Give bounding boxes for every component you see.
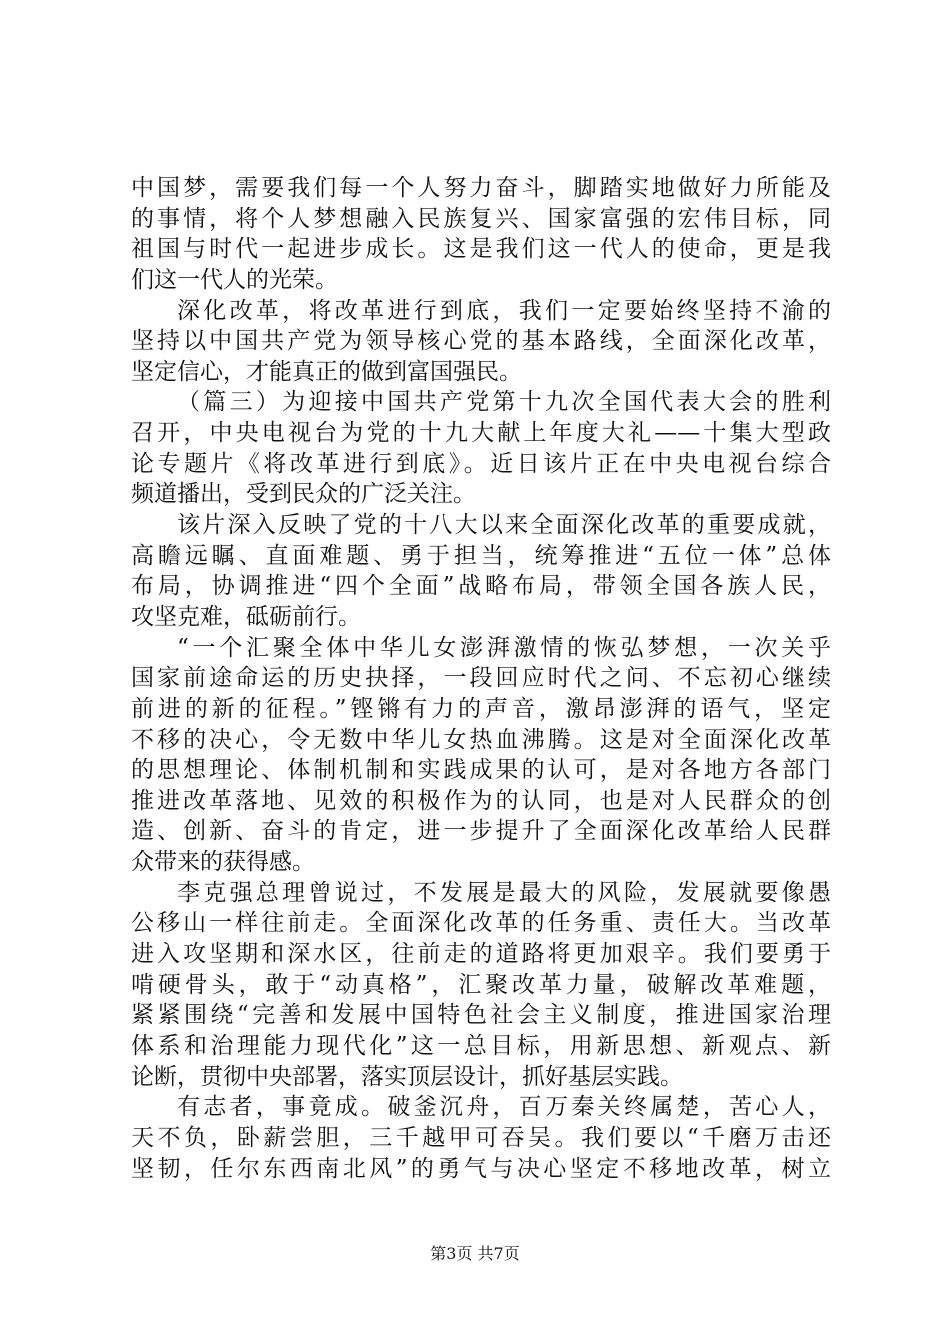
paragraph [131,510,831,633]
text-line: 中国梦，需要我们每一个人努力奋斗，脚踏实地做好力所能及 [131,175,831,201]
text-line: 论专题片《将改革进行到底》。近日该片正在中央电视台综合 [131,450,831,477]
text-line: 该片深入反映了党的十八大以来全面深化改革的重要成就， [177,512,831,539]
body-text [131,173,831,1184]
text-line: 李克强总理曾说过，不发展是最大的风险，发展就要像愚 [177,879,831,906]
text-line: 公移山一样往前走。全面深化改革的任务重、责任大。当改革 [131,910,831,937]
text-line: 论断，贯彻中央部署，落实顶层设计，抓好基层实践。 [131,1063,683,1090]
page-number: 第3页 共7页 [430,1244,520,1263]
text-line: 有志者，事竟成。破釜沉舟，百万秦关终属楚，苦心人， [177,1094,831,1121]
text-line: 坚定信心，才能真正的做到富国强民。 [131,358,522,385]
text-line: “一个汇聚全体中华儿女澎湃激情的恢弘梦想，一次关乎 [177,634,831,661]
text-line: 坚持以中国共产党为领导核心党的基本路线，全面深化改革， [131,328,831,355]
text-line: 众带来的获得感。 [131,849,315,876]
text-line: 推进改革落地、见效的积极作为的认同，也是对人民群众的创 [131,787,831,814]
text-line: 频道播出，受到民众的广泛关注。 [131,481,476,508]
text-line: 紧紧围绕“完善和发展中国特色社会主义制度，推进国家治理 [131,1002,831,1029]
paragraph [131,878,831,1092]
text-line: 坚韧，任尔东西南北风”的勇气与决心坚定不移地改革，树立 [131,1155,831,1182]
text-line: 召开，中央电视台为党的十九大献上年度大礼——十集大型政 [131,420,831,447]
text-line: 国家前途命运的历史抉择，一段回应时代之问、不忘初心继续 [131,665,831,692]
text-line: 高瞻远瞩、直面难题、勇于担当，统筹推进“五位一体”总体 [131,542,831,569]
text-line: 天不负，卧薪尝胆，三千越甲可吞吴。我们要以“千磨万击还 [131,1124,831,1151]
text-line: 攻坚克难，砥砺前行。 [131,603,361,630]
text-line: 布局，协调推进“四个全面”战略布局，带领全国各族人民， [131,573,831,600]
text-line: 的事情，将个人梦想融入民族复兴、国家富强的宏伟目标，同 [131,205,831,232]
paragraph [131,173,831,296]
paragraph [131,1092,831,1184]
text-line: 不移的决心，令无数中华儿女热血沸腾。这是对全面深化改革 [131,726,831,753]
text-line: 啃硬骨头，敢于“动真格”，汇聚改革力量，破解改革难题， [131,971,831,998]
text-line: 祖国与时代一起进步成长。这是我们这一代人的使命，更是我 [131,236,831,263]
paragraph [131,633,831,878]
text-line: 前进的新的征程。”铿锵有力的声音，激昂澎湃的语气，坚定 [131,695,831,722]
text-line: 体系和治理能力现代化”这一总目标，用新思想、新观点、新 [131,1032,831,1059]
text-line: 深化改革，将改革进行到底，我们一定要始终坚持不渝的 [177,297,831,324]
text-line: 们这一代人的光荣。 [131,266,338,293]
text-line: 造、创新、奋斗的肯定，进一步提升了全面深化改革给人民群 [131,818,831,845]
text-line: 进入攻坚期和深水区，往前走的道路将更加艰辛。我们要勇于 [131,941,831,968]
text-line: 的思想理论、体制机制和实践成果的认可，是对各地方各部门 [131,757,831,784]
paragraph [131,387,831,510]
text-line: （篇三）为迎接中国共产党第十九次全国代表大会的胜利 [177,389,831,416]
paragraph [131,296,831,388]
